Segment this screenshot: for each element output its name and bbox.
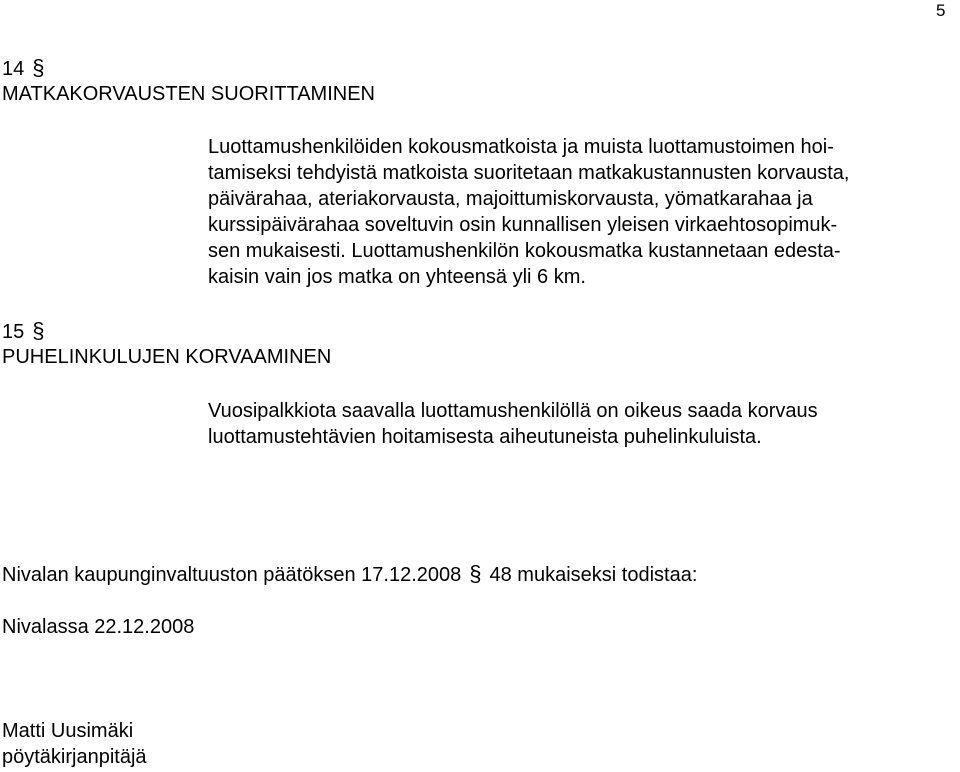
certification-line xyxy=(2,561,697,588)
section-14-text-line-3: päivärahaa, ateriakorvausta, majoittumiskorvausta, yömatkarahaa ja xyxy=(208,188,813,210)
section-15-text-line-2: luottamustehtävien hoitamisesta aiheutuneista puhelinkuluista. xyxy=(208,426,762,448)
section-14-number-row xyxy=(2,55,45,82)
place-date: Nivalassa 22.12.2008 xyxy=(2,616,195,638)
section-14-text-line-2: tamiseksi tehdyistä matkoista suoritetaan matkakustannusten korvausta, xyxy=(208,162,850,184)
section-14-title: MATKAKORVAUSTEN SUORITTAMINEN xyxy=(2,83,375,105)
section-14-text-line-6: kaisin vain jos matka on yhteensä yli 6 km. xyxy=(208,266,586,288)
page-number: 5 xyxy=(936,1,946,20)
section-14-text-line-1: Luottamushenkilöiden kokousmatkoista ja muista luottamustoimen hoi- xyxy=(208,136,834,158)
section-15-number: 15 xyxy=(2,321,25,343)
certification-text-before: Nivalan kaupunginvaltuuston päätöksen 17.12.2008 xyxy=(2,564,462,586)
section-14-text-line-4: kurssipäivärahaa soveltuvin osin kunnallisen yleisen virkaehtosopimuk- xyxy=(208,214,838,236)
section-sign-icon: § xyxy=(469,561,482,586)
section-sign-icon: § xyxy=(32,55,45,80)
section-15-number-row xyxy=(2,318,45,345)
certification-text-after: 48 mukaiseksi todistaa: xyxy=(489,564,698,586)
section-15-title: PUHELINKULUJEN KORVAAMINEN xyxy=(2,346,332,368)
signer-role: pöytäkirjanpitäjä xyxy=(2,746,147,768)
section-14-number: 14 xyxy=(2,58,25,80)
section-sign-icon: § xyxy=(32,318,45,343)
section-14-text-line-5: sen mukaisesti. Luottamushenkilön kokousmatka kustannetaan edesta- xyxy=(208,240,841,262)
signer-name: Matti Uusimäki xyxy=(2,720,134,742)
section-15-text-line-1: Vuosipalkkiota saavalla luottamushenkilöllä on oikeus saada korvaus xyxy=(208,400,818,422)
